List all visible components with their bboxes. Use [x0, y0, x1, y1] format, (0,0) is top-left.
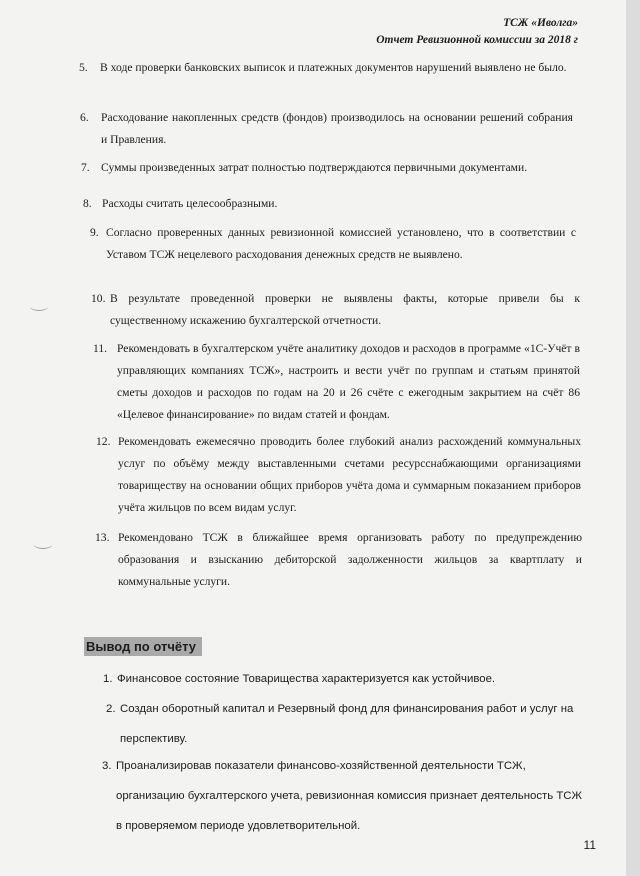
list-item-text: Рекомендовано ТСЖ в ближайшее время организовать работу по предупреждению образования и взысканию дебиторской задолженности жильцов за квартплату и коммунальные услуги.: [118, 531, 582, 588]
list-item-number: 7.: [81, 161, 90, 174]
list-item: [81, 157, 581, 179]
document-header: [376, 15, 578, 49]
list-item-number: 13.: [95, 531, 110, 544]
list-item-text: Суммы произведенных затрат полностью подтверждаются первичными документами.: [101, 161, 528, 174]
list-item-number: 5.: [79, 61, 88, 74]
list-item: [80, 107, 573, 151]
list-item-text: Расходы считать целесообразными.: [102, 197, 278, 210]
conclusion-item-text: Проанализировав показатели финансово-хозяйственной деятельности ТСЖ, организацию бухгалтерского учета, ревизионная комиссия признает деятельность ТСЖ в проверяемом периоде удовлетворительной.: [116, 760, 583, 832]
list-item-number: 6.: [80, 111, 89, 124]
list-item-text: Рекомендовать в бухгалтерском учёте аналитику доходов и расходов в программе «1С-Учёт в управляющих компаниях ТСЖ», настроить и вести учёт по группам и статьям принятой сметы доходов и расходов по годам на 20 и 26 счёте с ежегодным закрытием на счёт 86 «Целевое финансирование» по видам статей и фондам.: [117, 342, 580, 421]
list-item-number: 8.: [83, 197, 92, 210]
conclusion-item-text: Финансовое состояние Товарищества характеризуется как устойчивое.: [117, 673, 496, 685]
list-item-number: 9.: [90, 226, 99, 239]
list-item-number: 10.: [91, 292, 106, 305]
conclusion-item: [106, 694, 590, 754]
list-item-text: В результате проведенной проверки не выявлены факты, которые привели бы к существенному искажению бухгалтерской отчетности.: [110, 292, 580, 327]
list-item-text: Расходование накопленных средств (фондов) производилось на основании решений собрания и Правления.: [101, 111, 573, 146]
conclusion-item-number: 3.: [102, 760, 112, 772]
conclusion-item-number: 1.: [103, 673, 113, 685]
section-title: Вывод по отчёту: [84, 637, 202, 656]
hole-punch-mark: [30, 302, 48, 311]
page-edge: [626, 0, 640, 876]
conclusion-item: [102, 751, 586, 841]
list-item-text: Согласно проверенных данных ревизионной комиссией установлено, что в соответствии с Уставом ТСЖ нецелевого расходования денежных средств не выявлено.: [106, 226, 576, 261]
conclusion-item-number: 2.: [106, 703, 116, 715]
list-item-number: 12.: [96, 435, 111, 448]
list-item-text: В ходе проверки банковских выписок и платежных документов нарушений выявлено не было.: [100, 61, 567, 74]
page-number: 11: [583, 838, 596, 852]
list-item: [79, 57, 572, 79]
list-item: [90, 222, 576, 266]
conclusion-item: [103, 664, 587, 694]
hole-punch-mark: [34, 540, 52, 549]
list-item: [96, 431, 581, 519]
header-report-title: Отчет Ревизионной комиссии за 2018 г: [376, 34, 578, 46]
list-item: [91, 288, 580, 332]
list-item: [93, 338, 580, 426]
conclusion-item-text: Создан оборотный капитал и Резервный фонд для финансирования работ и услуг на перспективу.: [120, 703, 574, 745]
list-item-text: Рекомендовать ежемесячно проводить более глубокий анализ расхождений коммунальных услуг по объёму между выставленными счетами ресурсснабжающими организациями товариществу на основании общих приборов учёта дома и суммарным показанием приборов учёта жильцов по всем видам услуг.: [118, 435, 581, 514]
header-organization: ТСЖ «Иволга»: [503, 17, 578, 29]
list-item: [95, 527, 582, 593]
list-item: [83, 193, 572, 215]
list-item-number: 11.: [93, 342, 108, 355]
